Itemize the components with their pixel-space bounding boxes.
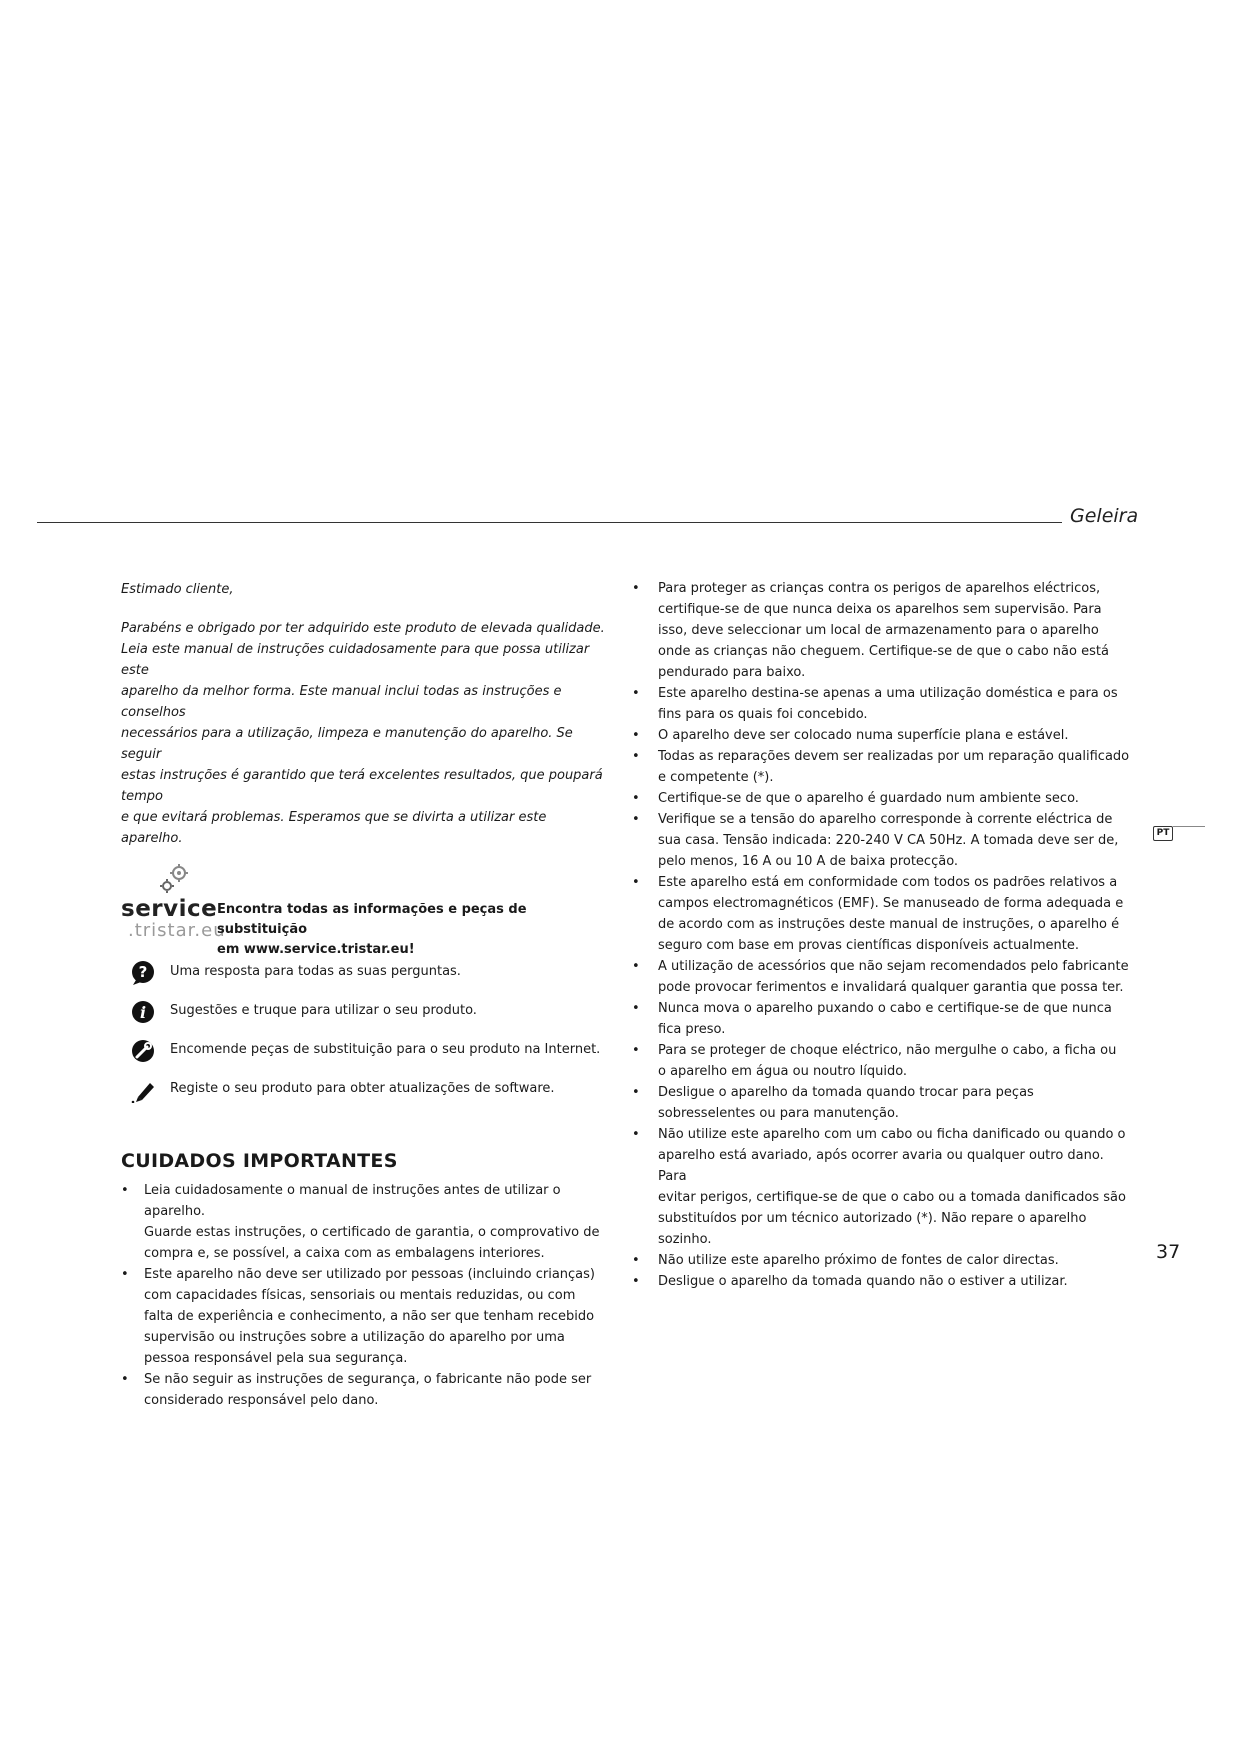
safety-line: campos electromagnéticos (EMF). Se manuseado de forma adequada e (658, 896, 1124, 911)
intro-line: Parabéns e obrigado por ter adquirido este produto de elevada qualidade. (121, 621, 605, 636)
safety-line: seguro com base em provas científicas disponíveis actualmente. (658, 938, 1080, 953)
greeting: Estimado cliente, (121, 582, 234, 597)
safety-line: • Este aparelho destina-se apenas a uma utilização doméstica e para os (658, 686, 1118, 701)
safety-line: e competente (*). (658, 770, 774, 785)
intro-paragraph (121, 618, 611, 849)
safety-item (632, 1271, 1132, 1292)
page-header-title: Geleira (1070, 505, 1139, 527)
safety-line: fins para os quais foi concebido. (658, 707, 868, 722)
section-title: CUIDADOS IMPORTANTES (121, 1150, 398, 1172)
safety-line: Guarde estas instruções, o certificado de garantia, o comprovativo de (144, 1225, 600, 1240)
safety-item (121, 1369, 611, 1411)
safety-line: • Para proteger as crianças contra os perigos de aparelhos eléctricos, (658, 581, 1101, 596)
feature-item (121, 995, 611, 1034)
safety-item (121, 1180, 611, 1264)
safety-line: falta de experiência e conhecimento, a não ser que tenham recebido (144, 1309, 595, 1324)
safety-item (632, 725, 1132, 746)
safety-item (632, 1040, 1132, 1082)
safety-item (632, 578, 1132, 683)
feature-list (121, 956, 611, 1112)
safety-line: de acordo com as instruções deste manual de instruções, o aparelho é (658, 917, 1120, 932)
safety-line: pode provocar ferimentos e invalidará qualquer garantia que possa ter. (658, 980, 1124, 995)
service-text (217, 900, 611, 960)
safety-list-right (632, 578, 1132, 1292)
safety-item (632, 788, 1132, 809)
safety-item (632, 1124, 1132, 1250)
safety-line: compra e, se possível, a caixa com as embalagens interiores. (144, 1246, 545, 1261)
feature-text: Registe o seu produto para obter atualizações de software. (170, 1081, 555, 1096)
safety-line: supervisão ou instruções sobre a utilização do aparelho por uma (144, 1330, 565, 1345)
safety-line: • Nunca mova o aparelho puxando o cabo e certifique-se de que nunca (658, 1001, 1112, 1016)
logo-domain: .tristar.eu (128, 920, 226, 941)
logo-word: service (121, 896, 218, 922)
service-logo (121, 864, 226, 942)
pen-icon (130, 1077, 156, 1103)
safety-line: onde as crianças não cheguem. Certifique-se de que o cabo não está (658, 644, 1109, 659)
feature-item (121, 1034, 611, 1073)
safety-item (632, 809, 1132, 872)
safety-line: • Desligue o aparelho da tomada quando não o estiver a utilizar. (658, 1274, 1068, 1289)
safety-line: o aparelho em água ou noutro líquido. (658, 1064, 908, 1079)
left-column (121, 580, 611, 1411)
intro-line: aparelho da melhor forma. Este manual inclui todas as instruções e conselhos (121, 684, 562, 720)
safety-item (632, 956, 1132, 998)
safety-line: • Se não seguir as instruções de segurança, o fabricante não pode ser (144, 1372, 592, 1387)
intro-line: estas instruções é garantido que terá excelentes resultados, que poupará tempo (121, 768, 603, 804)
intro-line: necessários para a utilização, limpeza e manutenção do aparelho. Se seguir (121, 726, 573, 762)
safety-line: fica preso. (658, 1022, 726, 1037)
wrench-icon (130, 1038, 156, 1064)
svg-text:?: ? (138, 963, 148, 981)
safety-line: • Desligue o aparelho da tomada quando trocar para peças (658, 1085, 1034, 1100)
safety-line: pelo menos, 16 A ou 10 A de baixa protecção. (658, 854, 959, 869)
safety-line: considerado responsável pelo dano. (144, 1393, 379, 1408)
language-tag: PT (1153, 826, 1173, 841)
safety-item (632, 683, 1132, 725)
safety-line: • Leia cuidadosamente o manual de instruções antes de utilizar o aparelho. (144, 1183, 561, 1219)
feature-text: Uma resposta para todas as suas perguntas. (170, 964, 461, 979)
safety-list-left (121, 1180, 611, 1411)
safety-line: • Para se proteger de choque eléctrico, não mergulhe o cabo, a ficha ou (658, 1043, 1117, 1058)
safety-line: • Não utilize este aparelho próximo de fontes de calor directas. (658, 1253, 1059, 1268)
safety-line: substituídos por um técnico autorizado (*). Não repare o aparelho sozinho. (658, 1211, 1087, 1247)
service-link[interactable]: em www.service.tristar.eu! (217, 942, 415, 957)
safety-line: • Este aparelho não deve ser utilizado por pessoas (incluindo crianças) (144, 1267, 595, 1282)
safety-line: pessoa responsável pela sua segurança. (144, 1351, 408, 1366)
gears-icon (159, 864, 189, 896)
safety-line: • Verifique se a tensão do aparelho corresponde à corrente eléctrica de (658, 812, 1113, 827)
svg-text:i: i (139, 1003, 147, 1022)
safety-line: • A utilização de acessórios que não sejam recomendados pelo fabricante (658, 959, 1129, 974)
right-column (632, 578, 1132, 1292)
intro-line: Leia este manual de instruções cuidadosamente para que possa utilizar este (121, 642, 590, 678)
safety-line: isso, deve seleccionar um local de armazenamento para o aparelho (658, 623, 1099, 638)
feature-item (121, 956, 611, 995)
feature-text: Sugestões e truque para utilizar o seu produto. (170, 1003, 477, 1018)
safety-line: evitar perigos, certifique-se de que o cabo ou a tomada danificados são (658, 1190, 1126, 1205)
intro-line: e que evitará problemas. Esperamos que se divirta a utilizar este aparelho. (121, 810, 547, 846)
safety-line: pendurado para baixo. (658, 665, 806, 680)
safety-item (632, 1250, 1132, 1271)
safety-item (121, 1264, 611, 1369)
info-icon (130, 999, 156, 1025)
safety-line: • Todas as reparações devem ser realizadas por um reparação qualificado (658, 749, 1130, 764)
feature-text: Encomende peças de substituição para o seu produto na Internet. (170, 1042, 601, 1057)
safety-line: • Certifique-se de que o aparelho é guardado num ambiente seco. (658, 791, 1079, 806)
service-block (121, 864, 611, 957)
safety-line: certifique-se de que nunca deixa os aparelhos sem supervisão. Para (658, 602, 1102, 617)
safety-line: com capacidades físicas, sensoriais ou mentais reduzidas, ou com (144, 1288, 576, 1303)
safety-item (632, 872, 1132, 956)
service-line-1: Encontra todas as informações e peças de substituição (217, 902, 527, 937)
safety-line: • O aparelho deve ser colocado numa superfície plana e estável. (658, 728, 1069, 743)
language-tag-rule (1173, 826, 1205, 827)
safety-line: • Este aparelho está em conformidade com todos os padrões relativos a (658, 875, 1118, 890)
header-rule (37, 522, 1062, 523)
safety-item (632, 1082, 1132, 1124)
safety-line: sobresselentes ou para manutenção. (658, 1106, 899, 1121)
page-number: 37 (1156, 1241, 1181, 1263)
safety-item (632, 746, 1132, 788)
question-icon (130, 960, 156, 986)
safety-item (632, 998, 1132, 1040)
feature-item (121, 1073, 611, 1112)
safety-line: • Não utilize este aparelho com um cabo ou ficha danificado ou quando o (658, 1127, 1126, 1142)
safety-line: aparelho está avariado, após ocorrer avaria ou qualquer outro dano. Para (658, 1148, 1104, 1184)
safety-line: sua casa. Tensão indicada: 220-240 V CA 50Hz. A tomada deve ser de, (658, 833, 1119, 848)
